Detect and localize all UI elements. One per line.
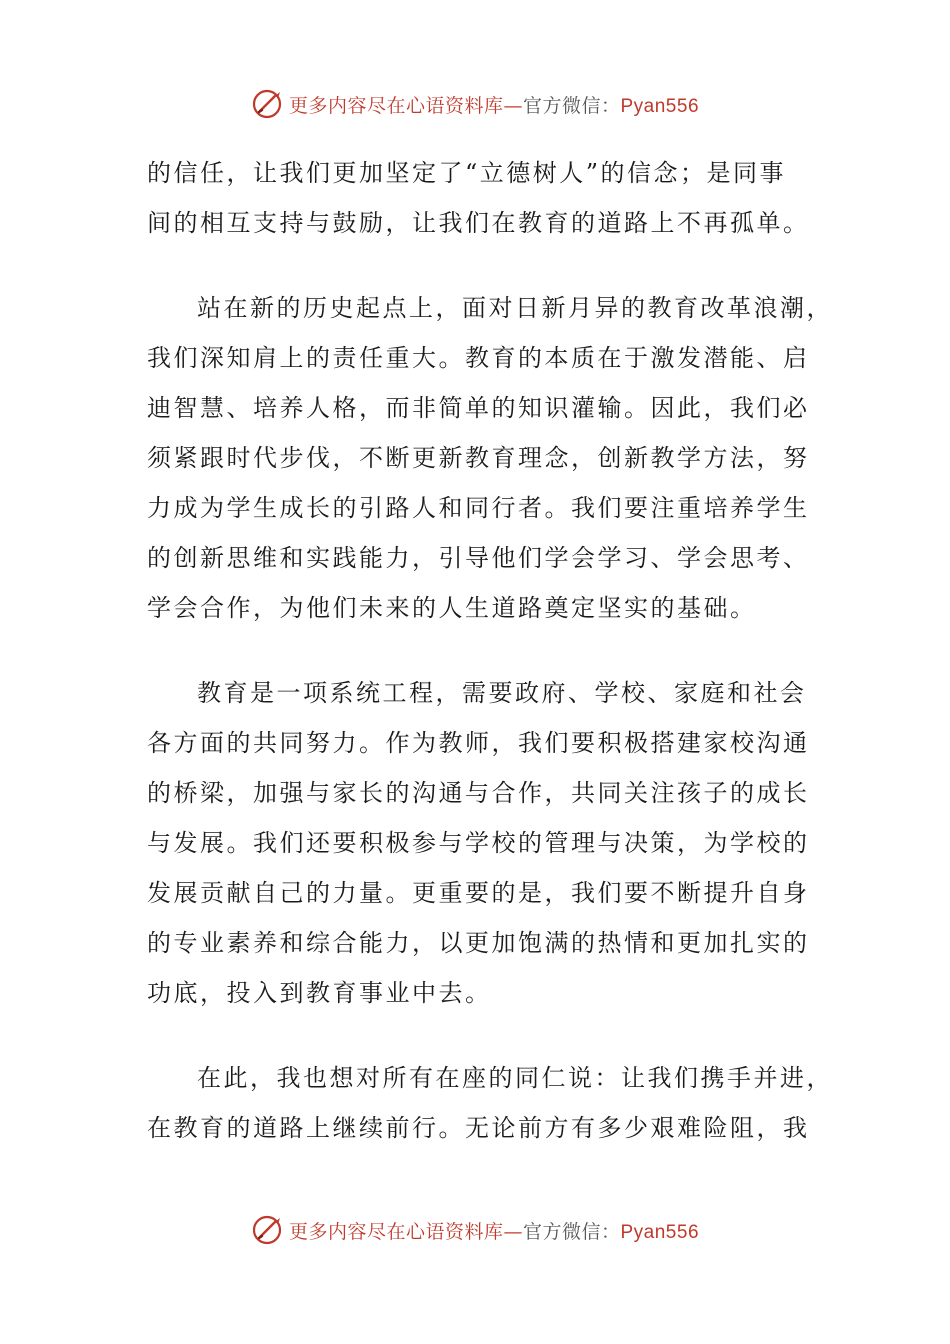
paragraph xyxy=(147,283,833,633)
text-line: 迪智慧、培养人格，而非简单的知识灌输。因此，我们必 xyxy=(147,394,810,422)
text-line: 的信任，让我们更加坚定了“立德树人”的信念；是同事 xyxy=(147,159,787,187)
paragraph xyxy=(147,1053,833,1153)
text-line: 的专业素养和综合能力，以更加饱满的热情和更加扎实的 xyxy=(147,929,810,957)
footer-banner xyxy=(0,1210,950,1250)
paragraph xyxy=(147,668,810,1018)
text-line: 在教育的道路上继续前行。无论前方有多少艰难险阻，我 xyxy=(147,1114,810,1142)
text-line: 发展贡献自己的力量。更重要的是，我们要不断提升自身 xyxy=(147,879,810,907)
text-line: 须紧跟时代步伐，不断更新教育理念，创新教学方法，努 xyxy=(147,444,810,472)
text-line: 功底，投入到教育事业中去。 xyxy=(147,979,492,1007)
banner-wechat-label: 官方微信： xyxy=(522,94,621,117)
text-line: 教育是一项系统工程，需要政府、学校、家庭和社会 xyxy=(197,679,807,707)
text-line: 在此，我也想对所有在座的同仁说：让我们携手并进， xyxy=(197,1064,833,1092)
text-line: 间的相互支持与鼓励，让我们在教育的道路上不再孤单。 xyxy=(147,209,810,237)
text-line: 力成为学生成长的引路人和同行者。我们要注重培养学生 xyxy=(147,494,810,522)
pen-logo-icon xyxy=(251,1213,285,1247)
text-line: 站在新的历史起点上，面对日新月异的教育改革浪潮， xyxy=(197,294,833,322)
banner-brand-text: 更多内容尽在心语资料库— xyxy=(288,1220,523,1243)
text-line: 与发展。我们还要积极参与学校的管理与决策，为学校的 xyxy=(147,829,810,857)
text-line: 学会合作，为他们未来的人生道路奠定坚实的基础。 xyxy=(147,594,757,622)
pen-logo-icon xyxy=(251,87,285,121)
text-line: 的桥梁，加强与家长的沟通与合作，共同关注孩子的成长 xyxy=(147,779,810,807)
banner-wechat-id: Pyan556 xyxy=(620,95,700,117)
document-body xyxy=(147,148,833,1188)
text-line: 我们深知肩上的责任重大。教育的本质在于激发潜能、启 xyxy=(147,344,810,372)
header-banner xyxy=(0,84,950,124)
paragraph xyxy=(147,148,810,248)
banner-wechat-id: Pyan556 xyxy=(620,1221,700,1243)
banner-wechat-label: 官方微信： xyxy=(522,1220,621,1243)
text-line: 的创新思维和实践能力，引导他们学会学习、学会思考、 xyxy=(147,544,810,572)
banner-brand-text: 更多内容尽在心语资料库— xyxy=(288,94,523,117)
text-line: 各方面的共同努力。作为教师，我们要积极搭建家校沟通 xyxy=(147,729,810,757)
